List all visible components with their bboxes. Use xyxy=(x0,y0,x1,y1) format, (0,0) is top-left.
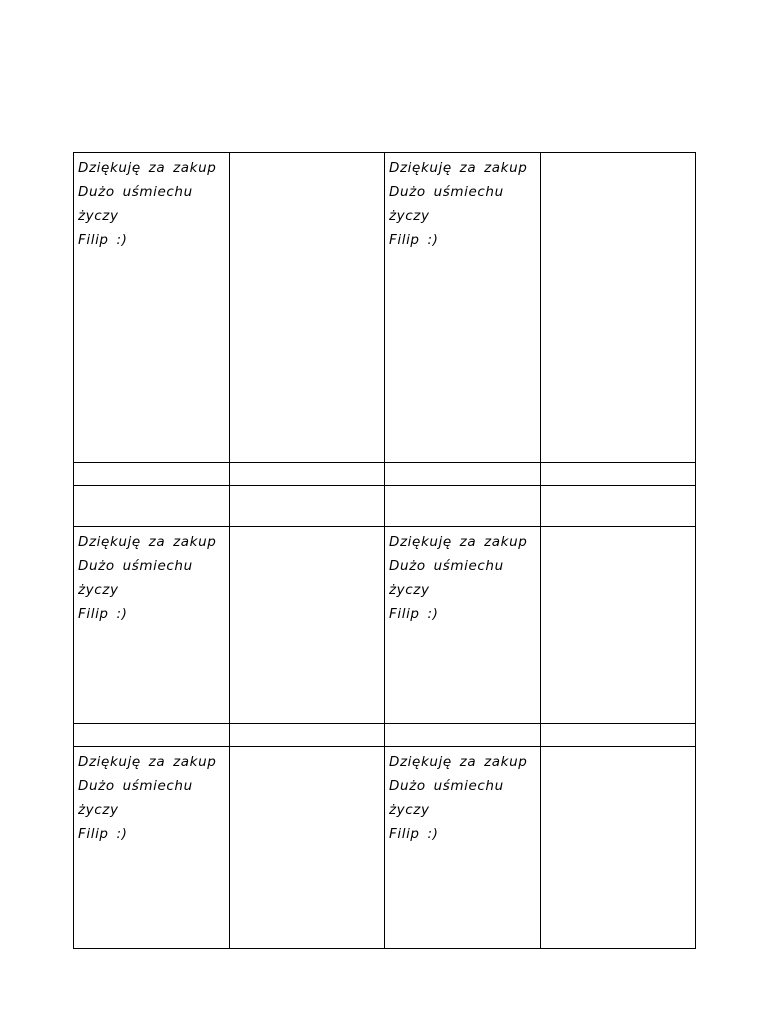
label-row xyxy=(74,526,696,723)
empty-cell xyxy=(229,153,385,463)
label-cell xyxy=(74,747,230,949)
note-line-3: życzy xyxy=(78,802,119,819)
label-cell xyxy=(385,153,541,463)
note-line-1: Dziękuję za zakup xyxy=(78,160,217,176)
empty-cell xyxy=(385,462,541,485)
note-line-1: Dziękuję za zakup xyxy=(389,160,528,176)
note-line-3: życzy xyxy=(78,208,119,224)
label-cell xyxy=(385,526,541,723)
empty-cell xyxy=(540,485,696,526)
note-line-2: Dużo uśmiechu xyxy=(78,557,193,574)
empty-cell xyxy=(229,462,385,485)
note-line-3: życzy xyxy=(389,208,430,224)
empty-cell xyxy=(229,724,385,747)
note-line-2: Dużo uśmiechu xyxy=(389,184,504,200)
empty-cell xyxy=(540,462,696,485)
empty-cell xyxy=(229,747,385,949)
note-line-4: Filip :) xyxy=(78,232,128,248)
label-row xyxy=(74,153,696,463)
empty-cell xyxy=(385,724,541,747)
label-cell xyxy=(385,747,541,949)
note-line-2: Dużo uśmiechu xyxy=(78,184,193,200)
empty-cell xyxy=(74,485,230,526)
empty-cell xyxy=(74,462,230,485)
note-line-2: Dużo uśmiechu xyxy=(389,778,504,795)
thank-you-note xyxy=(74,153,229,252)
spacer-row xyxy=(74,462,696,485)
label-cell xyxy=(74,526,230,723)
note-line-4: Filip :) xyxy=(389,826,439,843)
note-line-4: Filip :) xyxy=(78,605,128,622)
label-row xyxy=(74,747,696,949)
empty-cell xyxy=(540,526,696,723)
note-line-1: Dziękuję za zakup xyxy=(389,533,528,550)
empty-cell xyxy=(540,747,696,949)
thank-you-note xyxy=(74,747,229,846)
note-line-4: Filip :) xyxy=(78,826,128,843)
spacer-row xyxy=(74,724,696,747)
note-line-1: Dziękuję za zakup xyxy=(78,533,217,550)
empty-cell xyxy=(540,153,696,463)
empty-cell xyxy=(229,526,385,723)
thank-you-note xyxy=(74,527,229,626)
note-line-3: życzy xyxy=(389,802,430,819)
note-line-1: Dziękuję za zakup xyxy=(389,754,528,771)
label-sheet-grid xyxy=(73,152,696,949)
empty-cell xyxy=(540,724,696,747)
note-line-3: życzy xyxy=(389,581,430,598)
thank-you-note xyxy=(385,747,540,846)
thank-you-note xyxy=(385,527,540,626)
empty-cell xyxy=(385,485,541,526)
label-cell xyxy=(74,153,230,463)
thank-you-note xyxy=(385,153,540,252)
note-line-4: Filip :) xyxy=(389,232,439,248)
empty-cell xyxy=(229,485,385,526)
note-line-4: Filip :) xyxy=(389,605,439,622)
spacer-row xyxy=(74,485,696,526)
note-line-1: Dziękuję za zakup xyxy=(78,754,217,771)
empty-cell xyxy=(74,724,230,747)
note-line-3: życzy xyxy=(78,581,119,598)
note-line-2: Dużo uśmiechu xyxy=(78,778,193,795)
note-line-2: Dużo uśmiechu xyxy=(389,557,504,574)
